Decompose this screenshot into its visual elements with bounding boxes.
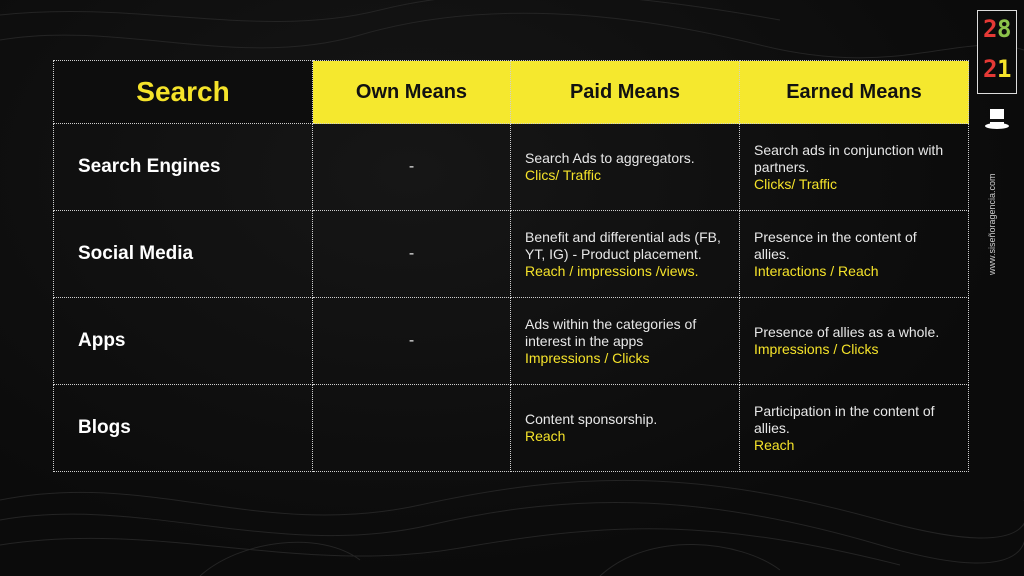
logo-digit: 8 xyxy=(997,15,1012,43)
own-means-cell: - xyxy=(313,211,511,298)
brand-logo xyxy=(977,10,1017,94)
paid-means-cell xyxy=(511,298,740,385)
paid-description: Ads within the categories of interest in the apps xyxy=(525,315,697,349)
earned-metric: Clicks/ Traffic xyxy=(754,175,837,192)
earned-description: Search ads in conjunction with partners. xyxy=(754,141,944,175)
table-row xyxy=(54,211,969,298)
paid-description: Content sponsorship. xyxy=(525,411,658,427)
earned-means-cell xyxy=(740,124,969,211)
table-row xyxy=(54,124,969,211)
website-url xyxy=(981,155,1001,275)
logo-digit: 1 xyxy=(997,55,1012,83)
own-means-cell: - xyxy=(313,298,511,385)
paid-metric: Impressions / Clicks xyxy=(525,349,650,366)
earned-means-cell xyxy=(740,298,969,385)
paid-metric: Reach / impressions /views. xyxy=(525,262,699,279)
logo-digit: 2 xyxy=(983,15,998,43)
earned-metric: Interactions / Reach xyxy=(754,262,879,279)
column-header-own: Own Means xyxy=(313,61,511,124)
own-means-cell xyxy=(313,385,511,472)
row-label: Social Media xyxy=(54,211,313,298)
paid-description: Search Ads to aggregators. xyxy=(525,150,695,166)
paid-means-cell xyxy=(511,211,740,298)
top-hat-icon xyxy=(984,106,1010,132)
column-header-earned: Earned Means xyxy=(740,61,969,124)
paid-metric: Clics/ Traffic xyxy=(525,167,601,183)
header-row xyxy=(54,61,969,124)
row-label: Search Engines xyxy=(54,124,313,211)
row-label: Blogs xyxy=(54,385,313,472)
media-matrix-table xyxy=(53,60,969,472)
earned-description: Presence in the content of allies. xyxy=(754,228,917,262)
paid-means-cell xyxy=(511,124,740,211)
earned-metric: Reach xyxy=(754,436,795,453)
earned-means-cell xyxy=(740,385,969,472)
paid-means-cell xyxy=(511,385,740,472)
paid-description: Benefit and differential ads (FB, YT, IG) - Product placement. xyxy=(525,228,721,262)
brand-sidebar xyxy=(977,10,1017,566)
earned-description: Presence of allies as a whole. xyxy=(754,324,940,340)
table-row xyxy=(54,298,969,385)
row-label: Apps xyxy=(54,298,313,385)
own-means-cell: - xyxy=(313,124,511,211)
earned-metric: Impressions / Clicks xyxy=(754,341,879,357)
column-header-paid: Paid Means xyxy=(511,61,740,124)
website-text: www.siseñoragencia.com xyxy=(987,173,997,275)
table-row xyxy=(54,385,969,472)
paid-metric: Reach xyxy=(525,428,566,444)
earned-means-cell xyxy=(740,211,969,298)
table-title: Search xyxy=(54,61,313,124)
logo-digit: 2 xyxy=(983,55,998,83)
earned-description: Participation in the content of allies. xyxy=(754,402,935,436)
